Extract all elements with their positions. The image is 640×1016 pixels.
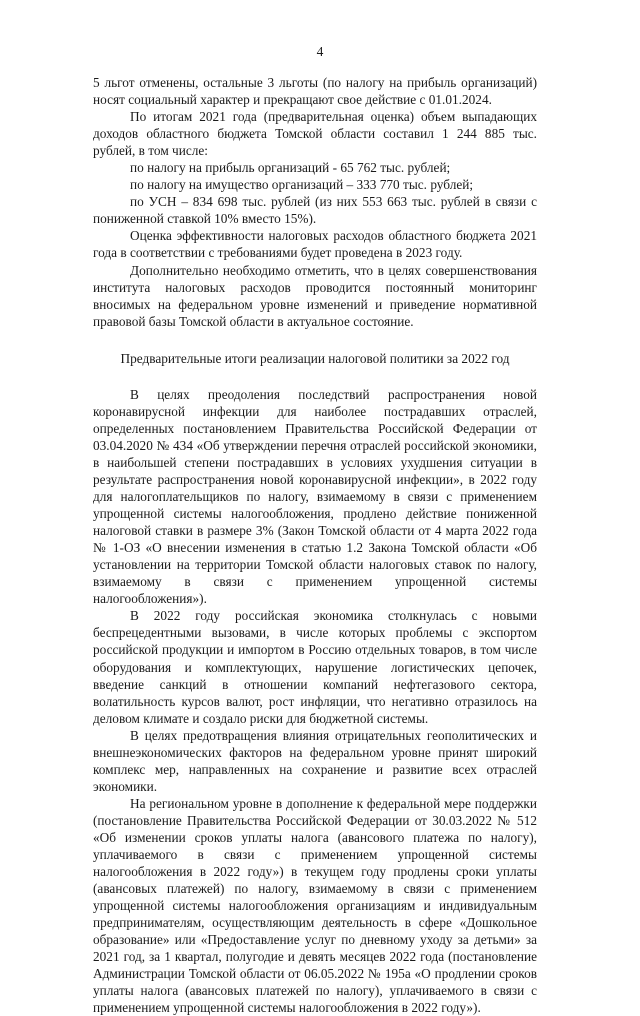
section-heading: Предварительные итоги реализации налоговой политики за 2022 год [120, 350, 510, 366]
list-item-profit-tax: по налогу на прибыль организаций - 65 762 тыс. рублей; [130, 160, 451, 176]
list-item-usn: по УСН – 834 698 тыс. рублей (из них 553 663 тыс. рублей в связи с пониженной ставкой 10% вместо 15%). [93, 194, 537, 227]
document-body [93, 74, 537, 1016]
paragraph-2021-estimate: По итогам 2021 года (предварительная оценка) объем выпадающих доходов областного бюджета Томской области составил 1 244 885 тыс. рублей, в том числе: [93, 109, 537, 159]
paragraph-monitoring: Дополнительно необходимо отметить, что в целях совершенствования института налоговых расходов проводится постоянный мониторинг вносимых на федеральном уровне изменений и приведение нормативной правовой базы Томской области в актуальное состояние. [93, 262, 537, 329]
paragraph-continuation: 5 льгот отменены, остальные 3 льготы (по налогу на прибыль организаций) носят социальный характер и прекращают свое действие с 01.01.2024. [93, 75, 537, 108]
paragraph-economic-challenges: В 2022 году российская экономика столкнулась с новыми беспрецедентными вызовами, в числе которых проблемы с экспортом российской продукции и импортом в Россию отдельных товаров, в том числе оборудования и комплектующих, нарушение логистических цепочек, введение санкций в отношении компаний нефтегазового сектора, волатильность курсов валют, рост инфляции, что негативно отразилось на деловом климате и создало риски для бюджетной системы. [93, 608, 537, 726]
paragraph-federal-measures: В целях предотвращения влияния отрицательных геополитических и внешнеэкономических факторов на федеральном уровне принят широкий комплекс мер, направленных на сохранение и развитие всех отраслей экономики. [93, 727, 537, 794]
paragraph-covid-support: В целях преодоления последствий распространения новой коронавирусной инфекции для наиболее пострадавших отраслей, определенных постановлением Правительства Российской Федерации от 03.04.2020 № 434 «Об утверждении перечня отраслей российской экономики, в наибольшей степени пострадавших в условиях ухудшения ситуации в результате распространения новой коронавирусной инфекции», в 2022 году для налогоплательщиков по налогу, взимаемому в связи с применением упрощенной системы налогообложения, продлено действие пониженной налоговой ставки в размере 3% (Закон Томской области от 4 марта 2022 года № 1-ОЗ «О внесении изменения в статью 1.2 Закона Томской области «Об установлении на территории Томской области налоговых ставок по налогу, взимаемому в связи с применением упрощенной системы налогообложения»). [93, 386, 537, 607]
list-item-property-tax: по налогу на имущество организаций – 333 770 тыс. рублей; [130, 177, 474, 193]
paragraph-efficiency-assessment: Оценка эффективности налоговых расходов областного бюджета 2021 года в соответствии с требованиями будет проведена в 2023 году. [93, 228, 537, 261]
page-number: 4 [316, 44, 324, 59]
paragraph-regional-measures: На региональном уровне в дополнение к федеральной мере поддержки (постановление Правительства Российской Федерации от 30.03.2022 № 512 «Об изменении сроков уплаты налога (авансового платежа по налогу), уплачиваемого в связи с применением упрощенной системы налогообложения в 2022 году») в текущем году продлены сроки уплаты (авансовых платежей) по налогу, взимаемому в связи с применением упрощенной системы налогообложения организациям и индивидуальным предпринимателям, осуществляющим деятельность в сфере «Дошкольное образование» или «Предоставление услуг по дневному уходу за детьми» за 2021 год, за 1 квартал, полугодие и девять месяцев 2022 года (постановление Администрации Томской области от 06.05.2022 № 195а «О продлении сроков уплаты налога (авансовых платежей по налогу), уплачиваемого в связи с применением упрощенной системы налогообложения в 2022 году»). [93, 795, 537, 1016]
